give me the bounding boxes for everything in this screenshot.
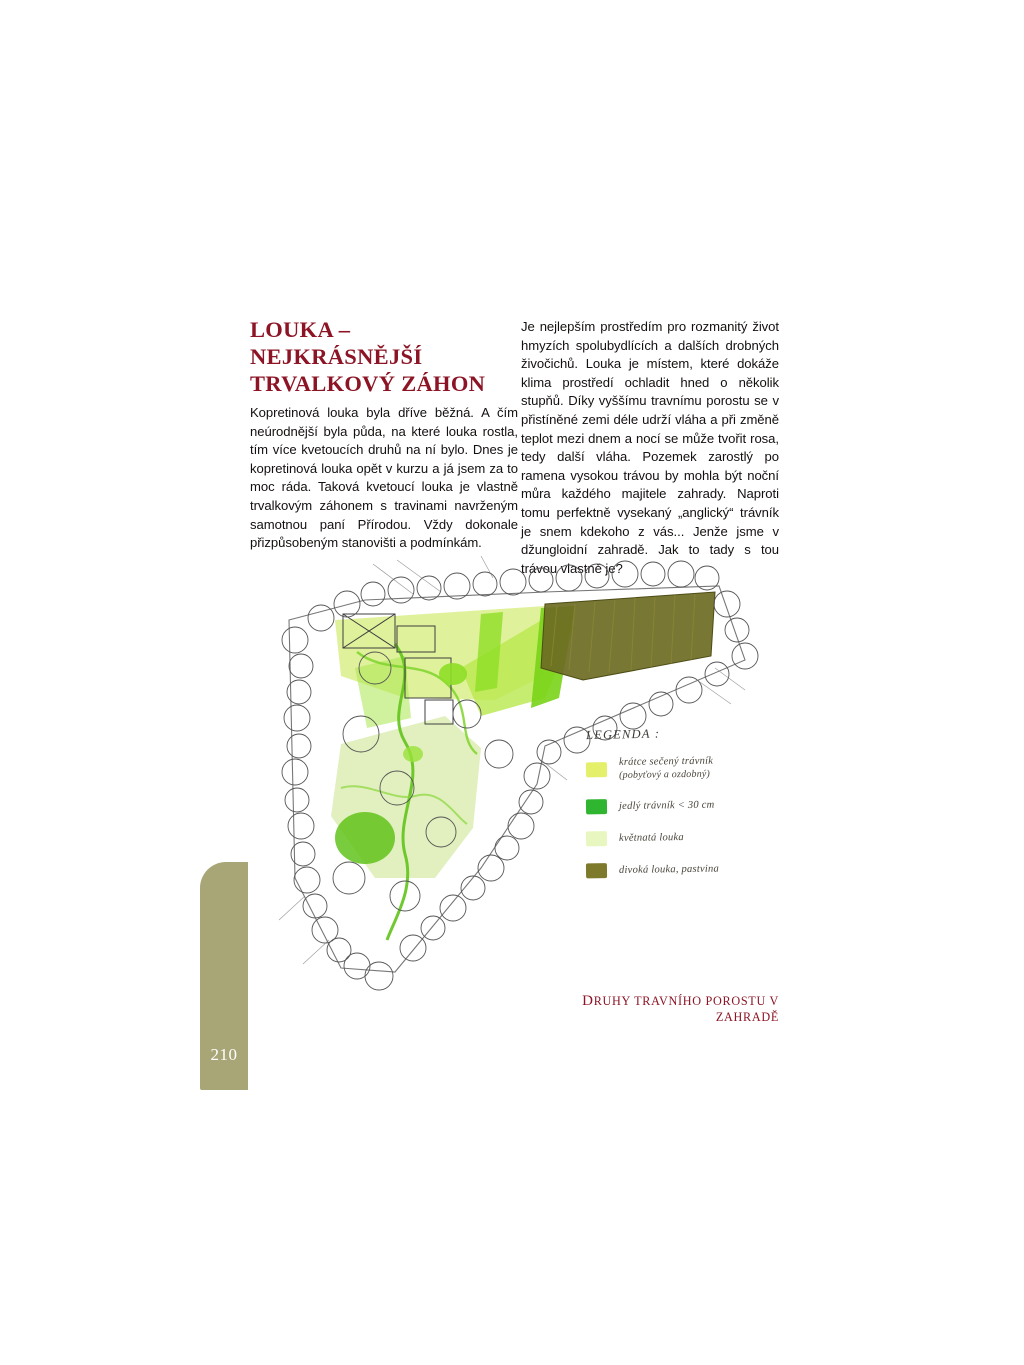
legend-title: LEGENDA :: [585, 726, 661, 743]
page-title-line-1: LOUKA –: [250, 317, 351, 342]
legend-item: [586, 797, 786, 815]
legend-item-label: [619, 863, 719, 877]
legend-item-label: [619, 799, 715, 813]
page-title: [250, 316, 500, 397]
body-column-left: [250, 404, 518, 553]
legend-item-subtext: (pobyťový a ozdobný): [619, 768, 711, 781]
legend-item-label: [619, 831, 684, 845]
legend-item-text: jedlý trávník < 30 cm: [618, 799, 715, 812]
legend-swatch-icon: [586, 799, 607, 814]
page-title-line-2: NEJKRÁSNĚJŠÍ: [250, 344, 423, 369]
legend-item-text: krátce sečený trávník: [618, 755, 714, 768]
legend-swatch-icon: [586, 831, 607, 846]
legend-item: [586, 829, 786, 847]
body-paragraph-right: Je nejlepším prostředím pro rozmanitý život hmyzích spolubydlících a dalších drobných živočichů. Louka je místem, které dokáže klima prostředí ochladit hned o několik stupňů. Díky vyššímu travnímu porostu se v přistíněné zemi déle udrží vláha a při změně teplot mezi dnem a nocí se může tvořit rosa, tedy další vláha. Pozemek zarostlý po ramena vysokou trávou by mohla být noční můra každého majitele zahrady. Naproti tomu perfektně vysekaný „anglický“ trávník je snem kdekoho z vás... Jenže jsme v džungloidní zahradě. Jak to tady s tou trávou vlastně je?: [521, 319, 779, 576]
caption-text: RUHY TRAVNÍHO POROSTU V ZAHRADĚ: [593, 994, 779, 1024]
legend-swatch-icon: [586, 863, 607, 878]
legend-item-text: květnatá louka: [618, 832, 684, 844]
body-paragraph-left: Kopretinová louka byla dříve běžná. A čím neúrodnější byla půda, na které louka rostla, tím více kvetoucích druhů na ní bylo. Dnes je kopretinová louka opět v kurzu a já jsem za to moc ráda. Taková kvetoucí louka je vlastně trvalkovým záhonem s travinami navrženým samotnou paní Přírodou. Vždy dokonale přizpůsobeným stanovišti a podmínkám.: [250, 405, 518, 551]
figure-caption: [521, 993, 779, 1025]
caption-dropcap: D: [582, 993, 594, 1009]
page-number: 210: [210, 1045, 238, 1064]
legend-item-text: divoká louka, pastvina: [618, 863, 720, 876]
legend-item: [586, 861, 786, 879]
body-column-right: [521, 318, 779, 578]
legend: [586, 726, 786, 894]
legend-item: [586, 754, 786, 783]
legend-item-label: [619, 755, 714, 782]
page-title-line-3: TRVALKOVÝ ZÁHON: [250, 371, 486, 396]
legend-swatch-icon: [586, 762, 607, 777]
